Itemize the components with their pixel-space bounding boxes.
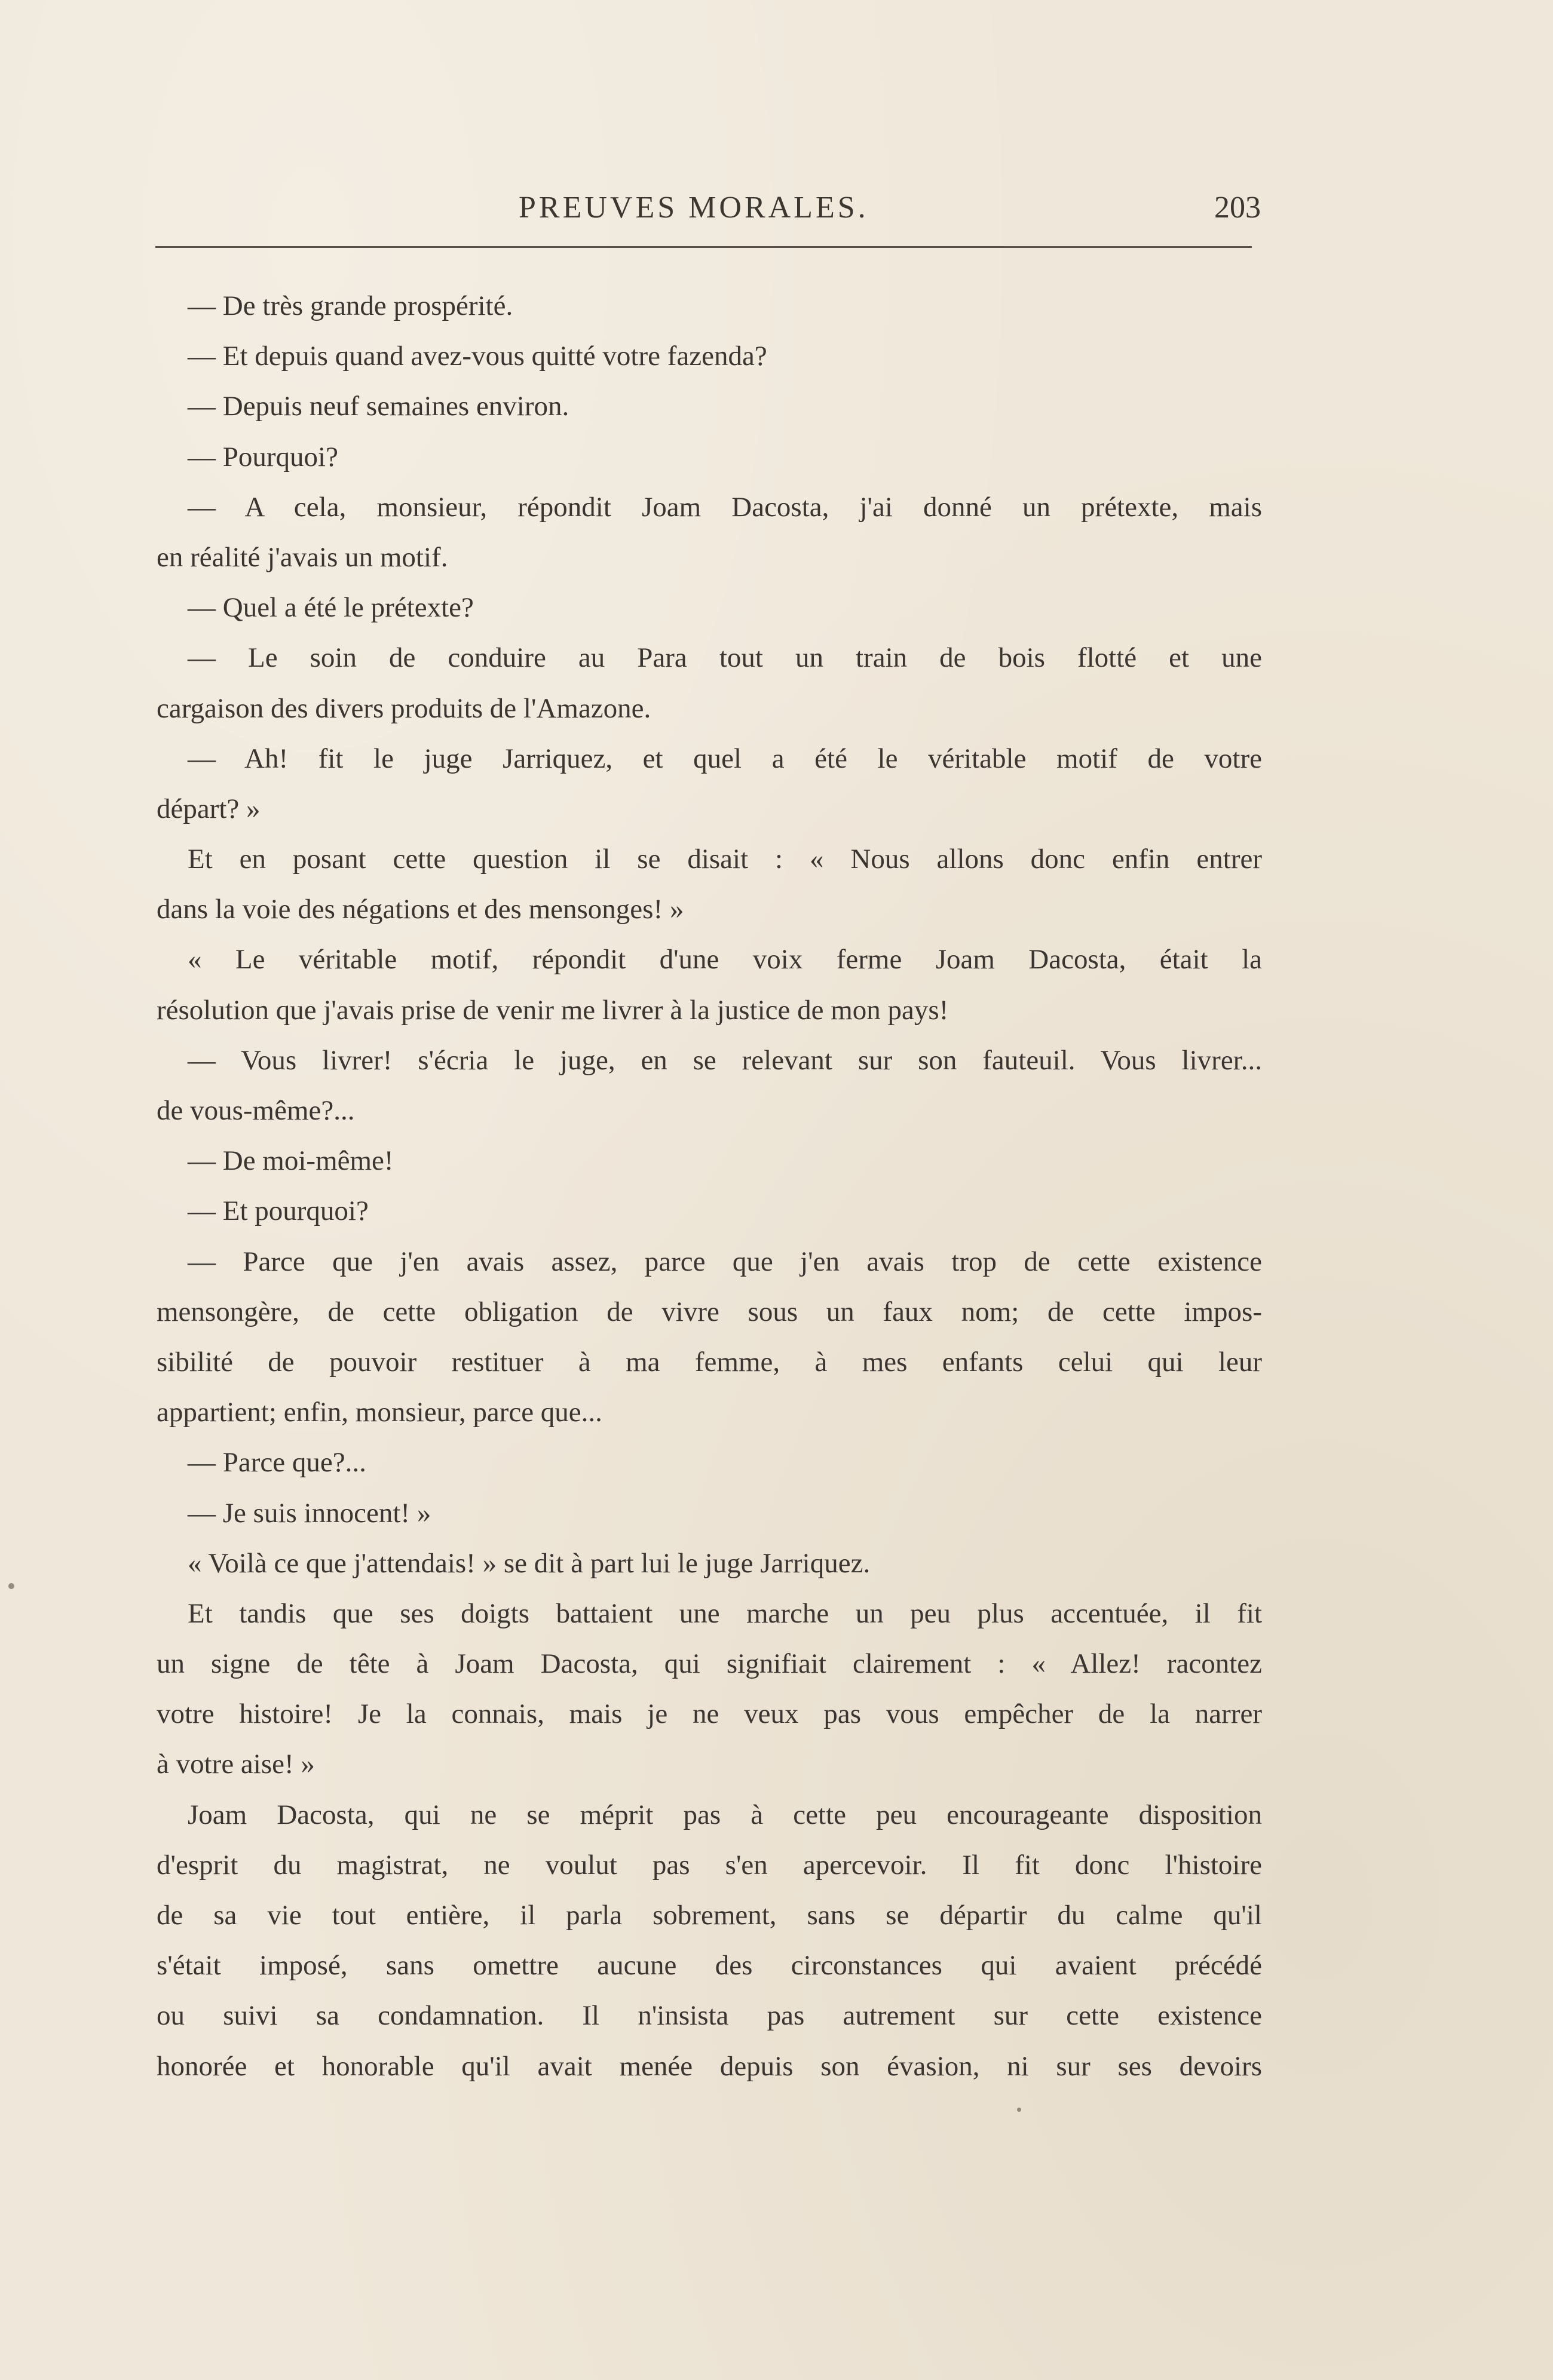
text-line: « Le véritable motif, répondit d'une voix ferme Joam Dacosta, était la [188,944,1262,976]
text-line: — Le soin de conduire au Para tout un train de bois flotté et une [188,642,1262,674]
text-line: ou suivi sa condamnation. Il n'insista pas autrement sur cette existence [157,2000,1262,2032]
text-line: — Vous livrer! s'écria le juge, en se relevant sur son fauteuil. Vous livrer... [188,1044,1262,1076]
text-line: de vous-même?... [157,1095,355,1126]
page-number: 203 [1214,191,1261,225]
text-line: résolution que j'avais prise de venir me livrer à la justice de mon pays! [157,994,949,1026]
paper-speck [1017,2108,1021,2112]
text-line: Et tandis que ses doigts battaient une marche un peu plus accentuée, il fit [188,1597,1262,1629]
text-line: — Je suis innocent! » [188,1497,431,1529]
text-line: — De moi-même! [188,1145,394,1177]
text-line: un signe de tête à Joam Dacosta, qui signifiait clairement : « Allez! racontez [157,1648,1262,1680]
paper-speck [8,1583,14,1589]
text-line: — Depuis neuf semaines environ. [188,391,569,422]
header-rule [155,246,1252,248]
text-line: départ? » [157,793,261,824]
text-line: votre histoire! Je la connais, mais je ne veux pas vous empêcher de la narrer [157,1698,1262,1730]
text-line: en réalité j'avais un motif. [157,541,448,573]
text-line: — Pourquoi? [188,441,338,473]
text-line: Et en posant cette question il se disait : « Nous allons donc enfin entrer [188,844,1262,875]
text-line: « Voilà ce que j'attendais! » se dit à part lui le juge Jarriquez. [188,1547,871,1579]
text-line: sibilité de pouvoir restituer à ma femme, à mes enfants celui qui leur [157,1346,1262,1378]
text-line: — A cela, monsieur, répondit Joam Dacosta, j'ai donné un prétexte, mais [188,491,1262,523]
text-line: de sa vie tout entière, il parla sobrement, sans se départir du calme qu'il [157,1900,1262,1931]
text-line: — Parce que?... [188,1447,366,1479]
text-line: — Et depuis quand avez-vous quitté votre fazenda? [188,341,767,372]
running-title: PREUVES MORALES. [519,191,869,225]
text-line: honorée et honorable qu'il avait menée depuis son évasion, ni sur ses devoirs [157,2050,1262,2082]
text-line: d'esprit du magistrat, ne voulut pas s'en apercevoir. Il fit donc l'histoire [157,1849,1262,1881]
text-line: — De très grande prospérité. [188,290,513,321]
text-line: à votre aise! » [157,1749,315,1780]
text-line: — Parce que j'en avais assez, parce que j'en avais trop de cette existence [188,1246,1262,1277]
running-header [155,190,1261,226]
text-line: mensongère, de cette obligation de vivre sous un faux nom; de cette impos- [157,1296,1262,1327]
text-line: — Et pourquoi? [188,1195,369,1227]
text-line: cargaison des divers produits de l'Amazone. [157,692,651,724]
text-line: — Ah! fit le juge Jarriquez, et quel a été le véritable motif de votre [188,743,1262,774]
text-line: s'était imposé, sans omettre aucune des circonstances qui avaient précédé [157,1950,1262,1982]
text-line: appartient; enfin, monsieur, parce que... [157,1397,602,1428]
text-line: Joam Dacosta, qui ne se méprit pas à cette peu encourageante disposition [188,1799,1262,1830]
text-line: — Quel a été le prétexte? [188,592,474,624]
body-text [157,281,1262,2091]
text-line: dans la voie des négations et des mensonges! » [157,894,684,925]
